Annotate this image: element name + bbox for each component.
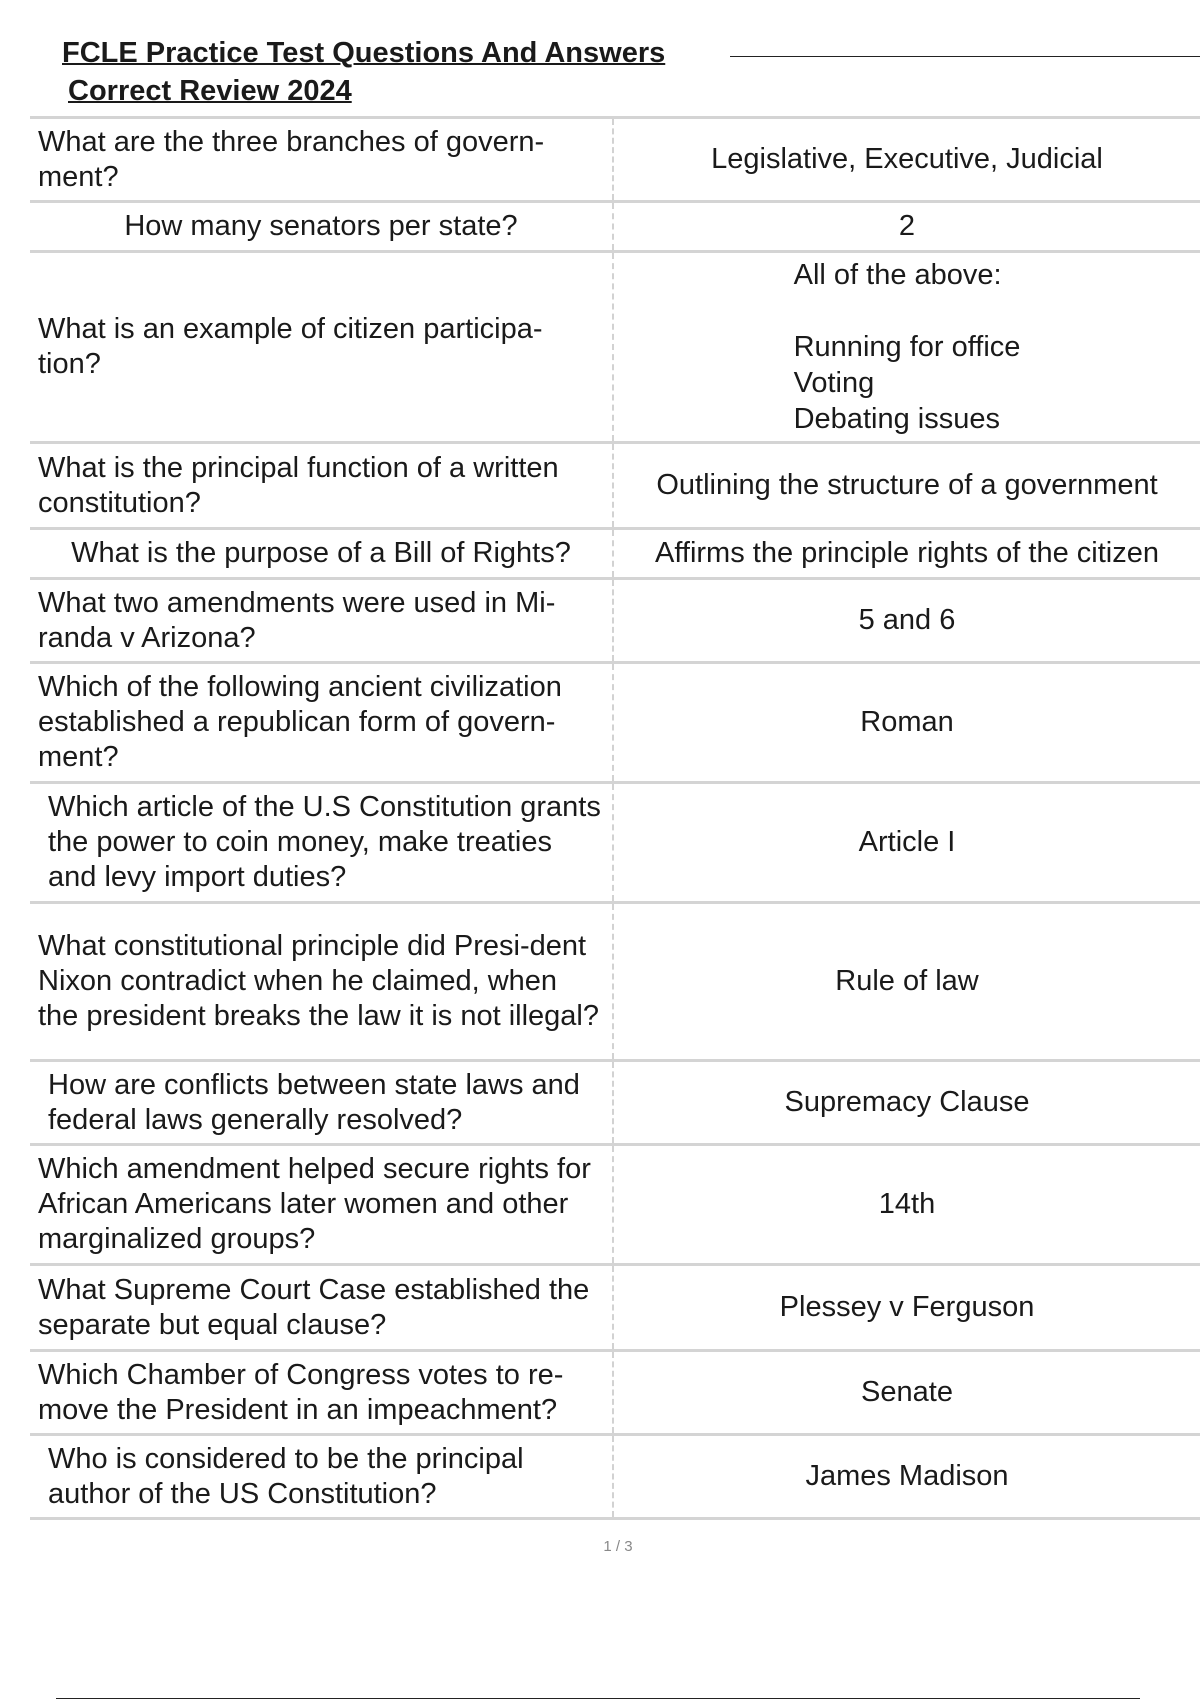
- question-cell: What two amendments were used in Mi-randa v Arizona?: [30, 579, 613, 663]
- answer-cell: Legislative, Executive, Judicial: [711, 143, 1103, 175]
- answer-list: [794, 257, 1021, 437]
- answer-line: Debating issues: [793, 403, 1000, 435]
- table-row: [30, 1061, 1200, 1145]
- question-cell: Which of the following ancient civilization established a republican form of govern-ment?: [30, 663, 613, 783]
- answer-cell: [613, 252, 1200, 443]
- answer-cell: Plessey v Ferguson: [779, 1291, 1035, 1323]
- table-row: [30, 903, 1200, 1061]
- answer-cell: 14th: [878, 1188, 936, 1220]
- document-title: FCLE Practice Test Questions And Answers: [62, 37, 666, 69]
- answer-cell: James Madison: [805, 1460, 1009, 1492]
- table-row: [30, 529, 1200, 579]
- table-row: [30, 252, 1200, 443]
- question-cell: What are the three branches of govern-ment?: [30, 118, 613, 202]
- question-cell: What is an example of citizen participa-tion?: [30, 252, 613, 443]
- answer-cell: Supremacy Clause: [784, 1086, 1030, 1118]
- table-row: [30, 202, 1200, 252]
- document-subtitle: Correct Review 2024: [68, 75, 352, 107]
- answer-cell: Outlining the structure of a government: [656, 469, 1158, 501]
- qa-table: [30, 116, 1200, 1520]
- footer-rule: [56, 1698, 1140, 1699]
- question-cell: Which amendment helped secure rights for African Americans later women and other marginalized groups?: [30, 1145, 613, 1265]
- question-cell: How are conflicts between state laws and federal laws generally resolved?: [30, 1061, 613, 1145]
- table-row: [30, 1435, 1200, 1519]
- document-header: [62, 36, 1142, 108]
- answer-line: Voting: [793, 367, 875, 399]
- answer-cell: 2: [898, 210, 916, 242]
- question-cell: Which Chamber of Congress votes to re-move the President in an impeachment?: [30, 1351, 613, 1435]
- table-row: [30, 1265, 1200, 1351]
- answer-cell: Article I: [858, 826, 956, 858]
- table-row: [30, 1351, 1200, 1435]
- answer-cell: Affirms the principle rights of the citizen: [655, 537, 1159, 569]
- question-cell: What constitutional principle did Presi-dent Nixon contradict when he claimed, when the president breaks the law it is not illegal?: [30, 903, 613, 1061]
- table-row: [30, 783, 1200, 903]
- table-row: [30, 118, 1200, 202]
- table-row: [30, 443, 1200, 529]
- question-cell: How many senators per state?: [30, 202, 613, 252]
- answer-cell: 5 and 6: [858, 604, 956, 636]
- page-number: 1 / 3: [603, 1538, 633, 1555]
- answer-cell: Rule of law: [835, 965, 979, 997]
- answer-line: All of the above:: [793, 259, 1002, 291]
- answer-cell: Roman: [860, 706, 954, 738]
- answer-line: Running for office: [793, 331, 1021, 363]
- question-cell: What is the principal function of a written constitution?: [30, 443, 613, 529]
- table-row: [30, 579, 1200, 663]
- question-cell: Which article of the U.S Constitution grants the power to coin money, make treaties and levy import duties?: [30, 783, 613, 903]
- table-row: [30, 1145, 1200, 1265]
- answer-cell: Senate: [861, 1376, 953, 1408]
- answer-line: [794, 293, 1021, 329]
- table-row: [30, 663, 1200, 783]
- question-cell: What is the purpose of a Bill of Rights?: [30, 529, 613, 579]
- header-rule: [730, 56, 1200, 57]
- question-cell: What Supreme Court Case established the separate but equal clause?: [30, 1265, 613, 1351]
- question-cell: Who is considered to be the principal author of the US Constitution?: [30, 1435, 613, 1519]
